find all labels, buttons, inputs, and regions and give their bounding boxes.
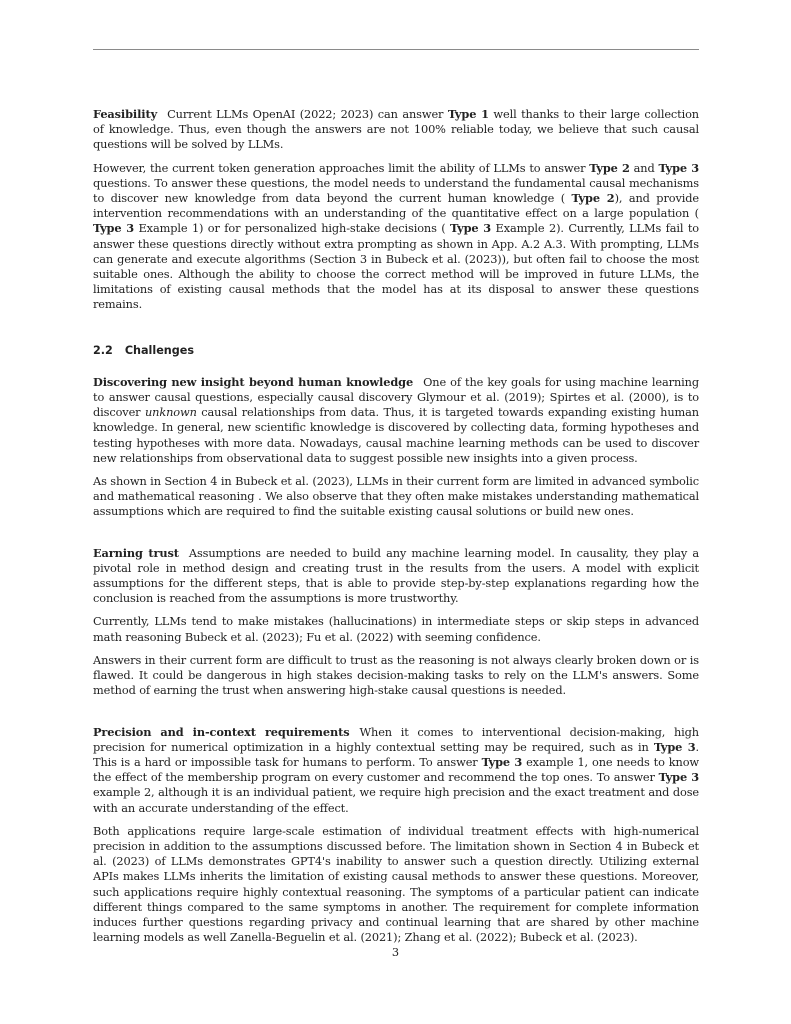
- page-body: [93, 107, 699, 945]
- precision-heading: Precision and in-context requirements: [93, 724, 350, 739]
- type-ref: Type 2: [589, 160, 630, 175]
- section-number: 2.2: [93, 343, 113, 357]
- page-number: 3: [391, 945, 400, 959]
- type-ref: Type 3: [658, 160, 699, 175]
- discovering-paragraph-1: Discovering new insight beyond human knowledge One of the key goals for using machine learning to answer causal questions, especially causal discovery Glymour et al. (2019); Spirtes et al. (2000), is to discover unknown causal relationships from data. Thus, it is targeted towards expanding existing human knowledge. In general, new scientific knowledge is discovered by collecting data, forming hypotheses and testing hypotheses with more data. Nowadays, causal machine learning methods can be used to discover new relationships from observational data to suggest possible new insights into a given process.: [93, 374, 699, 465]
- emphasis-unknown: unknown: [145, 405, 197, 420]
- earning-paragraph-3: Answers in their current form are difficult to trust as the reasoning is not always clearly broken down or is flawed. It could be dangerous in high stakes decision-making tasks to rely on the LLM's answers. Some method of earning the trust when answering high-stake causal questions is needed.: [93, 652, 699, 698]
- discovering-heading: Discovering new insight beyond human knowledge: [93, 374, 414, 389]
- type-ref: Type 3: [653, 739, 696, 754]
- precision-paragraph-2: Both applications require large-scale estimation of individual treatment effects with high-numerical precision in addition to the assumptions discussed before. The limitation shown in Section 4 in Bubeck et al. (2023) of LLMs demonstrates GPT4's inability to answer such a question directly. Utilizing external APIs makes LLMs inherits the limitation of existing causal methods to answer these questions. Moreover, such applications require highly contextual reasoning. The symptoms of a particular patient can indicate different things compared to the same symptoms in another. The requirement for complete information induces further questions regarding privacy and continual learning that are shared by other machine learning models as well Zanella-Beguelin et al. (2021); Zhang et al. (2022); Bubeck et al. (2023).: [93, 823, 699, 945]
- feasibility-paragraph-2: However, the current token generation approaches limit the ability of LLMs to answer Type 2 and Type 3 questions. To answer these questions, the model needs to understand the fundamental causal mechanisms to discover new knowledge from data beyond the current human knowledge ( Type 2), and provide intervention recommendations with an understanding of the quantitative effect on a large population ( Type 3 Example 1) or for personalized high-stake decisions ( Type 3 Example 2). Currently, LLMs fail to answer these questions directly without extra prompting as shown in App. A.2 A.3. With prompting, LLMs can generate and execute algorithms (Section 3 in Bubeck et al. (2023)), but often fail to choose the most suitable ones. Although the ability to choose the correct method will be improved in future LLMs, the limitations of existing causal methods that the model has at its disposal to answer these questions remains.: [93, 160, 699, 312]
- precision-paragraph-1: Precision and in-context requirements When it comes to interventional decision-making, high precision for numerical optimization in a highly contextual setting may be required, such as in Type 3. This is a hard or impossible task for humans to perform. To answer Type 3 example 1, one needs to know the effect of the membership program on every customer and recommend the top ones. To answer Type 3 example 2, although it is an individual patient, we require high precision and the exact treatment and dose with an accurate understanding of the effect.: [93, 724, 699, 815]
- feasibility-heading: Feasibility: [93, 107, 158, 121]
- header-rule: [93, 49, 699, 50]
- earning-heading: Earning trust: [93, 545, 179, 560]
- type-ref: Type 3: [658, 770, 699, 785]
- feasibility-paragraph-1: Feasibility Current LLMs OpenAI (2022; 2023) can answer Type 1 well thanks to their large collection of knowledge. Thus, even though the answers are not 100% reliable today, we believe that such causal questions will be solved by LLMs.: [93, 107, 699, 152]
- type-ref: Type 3: [481, 754, 523, 769]
- type-ref: Type 2: [571, 191, 615, 206]
- section-heading: [93, 343, 699, 358]
- section-title: Challenges: [124, 343, 195, 357]
- discovering-paragraph-2: As shown in Section 4 in Bubeck et al. (2023), LLMs in their current form are limited in advanced symbolic and mathematical reasoning . We also observe that they often make mistakes understanding mathematical assumptions which are required to find the suitable existing causal solutions or build new ones.: [93, 474, 699, 519]
- type-ref: Type 3: [450, 221, 492, 236]
- type-ref: Type 1: [447, 107, 489, 121]
- type-ref: Type 3: [93, 221, 135, 236]
- earning-paragraph-2: Currently, LLMs tend to make mistakes (hallucinations) in intermediate steps or skip steps in advanced math reasoning Bubeck et al. (2023); Fu et al. (2022) with seeming confidence.: [93, 614, 699, 644]
- earning-paragraph-1: Earning trust Assumptions are needed to build any machine learning model. In causality, they play a pivotal role in method design and creating trust in the results from the users. A model with explicit assumptions for the different steps, that is able to provide step-by-step explanations regarding how the conclusion is reached from the assumptions is more trustworthy.: [93, 545, 699, 606]
